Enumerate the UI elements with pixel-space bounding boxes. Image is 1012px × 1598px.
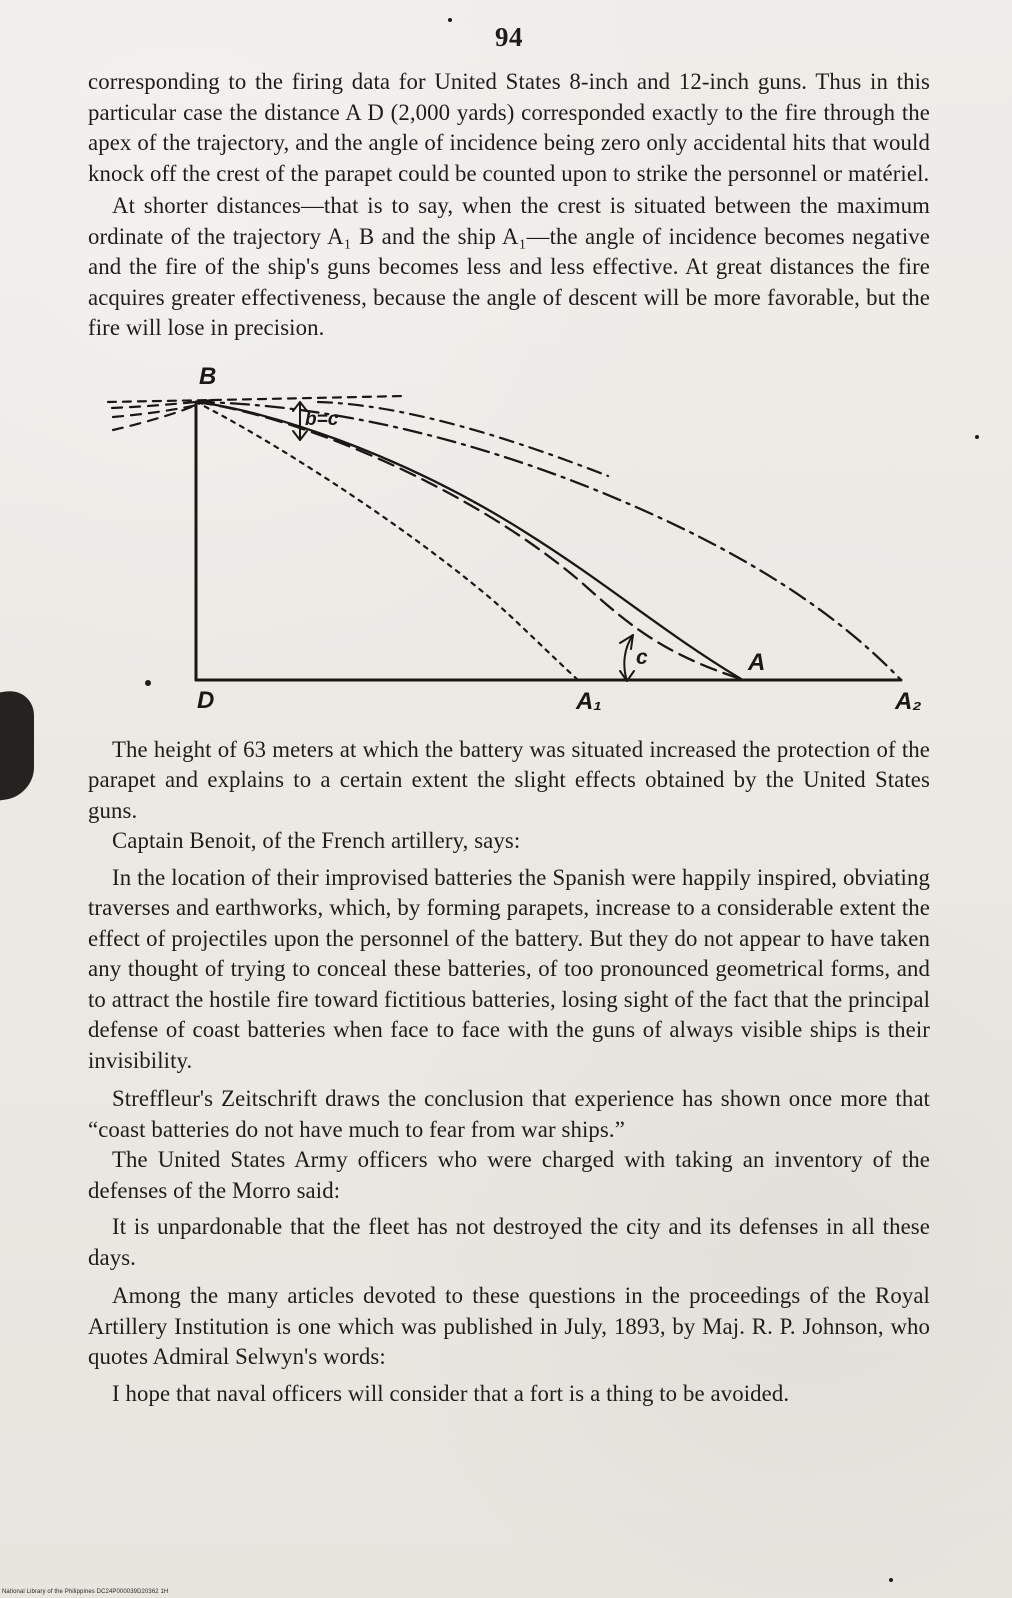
quote-3: I hope that naval officers will consider that a fort is a thing to be avoided.	[112, 1380, 790, 1406]
label-a2: A₂	[895, 687, 922, 715]
body-text-lower	[88, 735, 930, 1410]
upper-reference-line	[108, 396, 403, 402]
page-number: 94	[495, 22, 523, 52]
footer-note: National Library of the Philippines DC24P000039D20362 1H	[2, 1589, 169, 1595]
edge-blot	[0, 688, 34, 801]
paragraph-3: The height of 63 meters at which the battery was situated increased the protection of the parapet and explains to a certain extent the slight effects obtained by the United States guns.	[88, 736, 930, 823]
quote-block-3	[88, 1379, 930, 1410]
ink-speck	[889, 1578, 893, 1582]
quote-block-1	[88, 863, 930, 1077]
dashed-trajectory	[196, 402, 741, 679]
trajectory-diagram-svg	[88, 362, 930, 727]
paragraph-7: Among the many articles devoted to these questions in the proceedings of the Royal Artillery Institution is one which was published in July, 1893, by Maj. R. P. Johnson, who quotes Admiral Selwyn's words:	[88, 1283, 930, 1369]
label-c: c	[636, 645, 648, 669]
quote-2: It is unpardonable that the fleet has not destroyed the city and its defenses in all these days.	[88, 1214, 930, 1270]
upper-dash-dot-line	[318, 402, 608, 476]
paragraph-2: At shorter distances—that is to say, when the crest is situated between the maximum ordinate of the trajectory A₁ B and the ship A₁—the angle of incidence becomes negative and the fire of the ship's guns becomes less and less effective. At great distances the fire acquires greater effectiveness, because the angle of descent will be more favorable, but the fire will lose in precision.	[88, 193, 930, 340]
label-b-equals-c: b=c	[305, 408, 339, 430]
long-trajectory	[196, 402, 901, 680]
paragraph-1: corresponding to the firing data for United States 8-inch and 12-inch guns. Thus in this particular case the distance A D (2,000 yards) corresponded exactly to the fire through the apex of the trajectory, and the angle of incidence being zero only accidental hits that would knock off the crest of the parapet could be counted upon to strike the personnel or matériel.	[88, 69, 930, 186]
ink-speck	[448, 18, 452, 22]
quote-1: In the location of their improvised batteries the Spanish were happily inspired, obviating traverses and earthworks, which, by forming parapets, increase to a considerable extent the effect of projectiles upon the personnel of the battery. But they do not appear to have taken any thought of trying to conceal these batteries, of too pronounced geometrical forms, and to attract the hostile fire toward fictitious batteries, losing sight of the fact that the principal defense of coast batteries when face to face with the guns of always visible ships is their invisibility.	[88, 864, 930, 1073]
quote-block-2	[88, 1212, 930, 1273]
paragraph-4: Captain Benoit, of the French artillery, says:	[112, 828, 521, 853]
paragraph-6: The United States Army officers who were charged with taking an inventory of the defenses of the Morro said:	[88, 1147, 930, 1203]
label-a: A	[748, 648, 766, 676]
label-a1: A₁	[576, 687, 602, 715]
trajectory-diagram	[88, 362, 930, 727]
body-text	[88, 67, 930, 344]
ink-speck	[975, 435, 979, 439]
label-b: B	[199, 362, 217, 390]
label-d: D	[197, 686, 215, 714]
paragraph-5: Streffleur's Zeitschrift draws the conclusion that experience has shown once more that “coast batteries do not have much to fear from war ships.”	[88, 1086, 930, 1142]
main-trajectory	[196, 402, 741, 679]
